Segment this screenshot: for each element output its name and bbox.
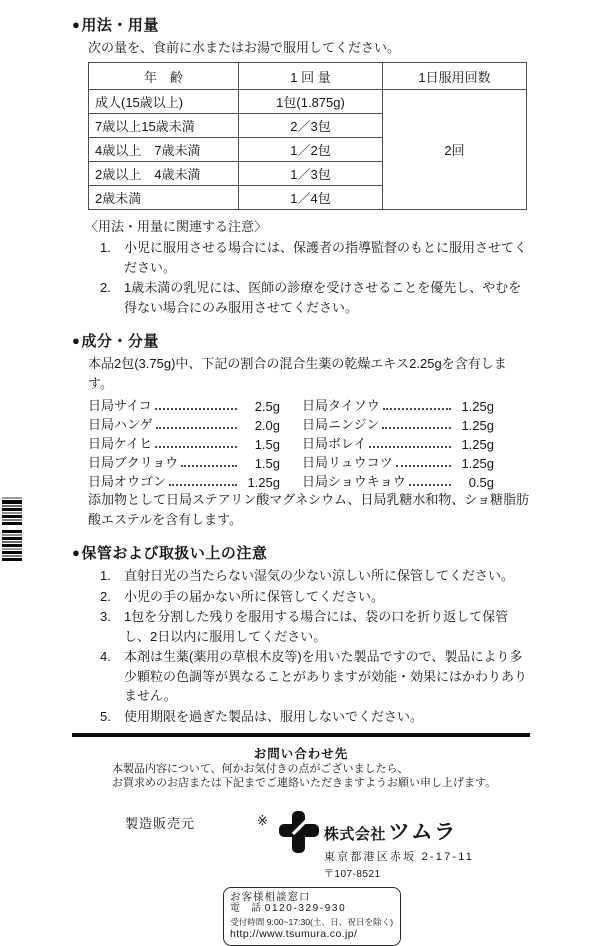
- ingredient-name: 日局ハンゲ: [88, 417, 153, 432]
- ingredient-row: [302, 471, 494, 490]
- dot-leader: [382, 427, 451, 429]
- dot-leader: [409, 484, 451, 486]
- bullet-icon: ●: [72, 545, 81, 560]
- cell-amount: 1／4包: [239, 186, 383, 210]
- ingredient-name: 日局タイソウ: [302, 398, 380, 413]
- cell-daily-times: 2回: [383, 90, 527, 210]
- asterisk-mark: ※: [257, 812, 268, 828]
- ingredient-amount: 2.0g: [254, 418, 280, 433]
- section-heading-storage: [72, 542, 530, 563]
- list-item-text: 小児の手の届かない所に保管してください。: [124, 588, 385, 604]
- list-item-text: 1歳未満の乳児には、医師の診療を受けさせることを優先し、やむを得ない場合にのみ服用させてください。: [124, 280, 522, 315]
- ingredient-name: 日局オウゴン: [88, 474, 167, 489]
- list-item: [100, 238, 530, 277]
- phone-number: 0120-329-930: [264, 903, 347, 914]
- list-item: [100, 278, 530, 317]
- cell-amount: 2／3包: [239, 114, 383, 138]
- col-header-times: 1日服用回数: [383, 63, 527, 90]
- ingredient-name: 日局ボレイ: [302, 436, 367, 451]
- section-divider: [72, 733, 530, 737]
- bullet-icon: ●: [72, 333, 81, 348]
- manufacturer-label: 製造販売元: [125, 815, 196, 831]
- cell-age: 2歳未満: [89, 186, 239, 210]
- customer-service-box: [223, 887, 401, 946]
- list-item-number: 1.: [100, 568, 111, 583]
- list-item: [100, 707, 530, 727]
- table-row: [89, 90, 527, 114]
- ingredient-name: 日局リュウコツ: [302, 455, 393, 470]
- tsumura-logo-icon: [278, 809, 320, 855]
- list-item-number: 3.: [100, 609, 111, 624]
- ingredient-amount: 1.25g: [461, 456, 494, 471]
- list-item-number: 2.: [100, 280, 111, 295]
- cell-age: 2歳以上 4歳未満: [89, 162, 239, 186]
- ingredient-row: [302, 452, 494, 471]
- col-header-amount: 1 回 量: [239, 63, 383, 90]
- phone-label: 電 話: [230, 903, 262, 914]
- dot-leader: [155, 446, 237, 448]
- list-item: [100, 607, 530, 646]
- list-item-text: 本剤は生薬(薬用の草根木皮等)を用いた製品ですので、製品により多少顆粒の色調等が異なることがありますが効能・効果にはかわりありません。: [124, 649, 528, 703]
- col-header-age: 年 齢: [89, 63, 239, 90]
- ingredient-name: 日局ブクリョウ: [88, 455, 179, 470]
- list-item-text: 使用期限を過ぎた製品は、服用しないでください。: [124, 708, 424, 724]
- ingredient-amount: 1.25g: [247, 475, 280, 490]
- table-header-row: [89, 63, 527, 90]
- ingredient-row: [88, 452, 280, 471]
- service-url: http://www.tsumura.co.jp/: [230, 928, 358, 940]
- ingredients-list: [88, 395, 530, 490]
- list-item-number: 4.: [100, 649, 111, 664]
- contact-line-2: お買求めのお店または下記までご連絡いただきますようお願い申し上げます。: [112, 777, 497, 789]
- ingredients-heading-label: 成分・分量: [81, 333, 159, 350]
- service-phone-line: [230, 903, 394, 916]
- ingredient-row: [88, 471, 280, 490]
- storage-heading-label: 保管および取扱い上の注意: [81, 545, 268, 562]
- ingredients-additives: 添加物として日局ステアリン酸マグネシウム、日局乳糖水和物、ショ糖脂肪酸エステルを含有します。: [88, 492, 530, 527]
- section-heading-ingredients: [72, 330, 530, 351]
- list-item: [100, 587, 530, 607]
- ingredient-name: 日局ケイヒ: [88, 436, 153, 451]
- company-block: [324, 815, 474, 880]
- service-hours-line: [230, 916, 394, 929]
- company-postal-code: 〒107-8521: [323, 868, 381, 880]
- list-item-text: 直射日光の当たらない湿気の少ない涼しい所に保管してください。: [124, 568, 515, 583]
- list-item-text: 小児に服用させる場合には、保護者の指導監督のもとに服用させてください。: [124, 240, 528, 275]
- storage-list: [100, 566, 530, 726]
- cell-age: 7歳以上15歳未満: [89, 114, 239, 138]
- ingredients-intro: 本品2包(3.75g)中、下記の割合の混合生薬の乾燥エキス2.25gを含有します。: [88, 356, 507, 391]
- dot-leader: [155, 408, 237, 410]
- cell-amount: 1／3包: [239, 162, 383, 186]
- ingredient-amount: 1.5g: [254, 437, 280, 452]
- contact-line-1: 本製品内容について、何かお気付きの点がございましたら、: [112, 762, 409, 775]
- company-address: 東京都港区赤坂 2-17-11: [323, 850, 475, 863]
- list-item: [100, 647, 530, 706]
- service-box-title: お客様相談窓口: [230, 890, 311, 903]
- ingredient-row: [302, 433, 494, 452]
- manufacturer-row: [72, 813, 530, 880]
- ingredient-amount: 0.5g: [468, 475, 494, 490]
- dot-leader: [156, 427, 237, 429]
- ingredient-amount: 1.25g: [461, 399, 494, 414]
- list-item-number: 5.: [100, 708, 111, 724]
- dot-leader: [181, 465, 237, 467]
- ingredient-name: 日局サイコ: [88, 398, 152, 413]
- list-item: [100, 566, 530, 586]
- bullet-icon: ●: [72, 17, 81, 32]
- ingredient-row: [88, 414, 280, 433]
- ingredient-amount: 1.25g: [461, 418, 494, 433]
- list-item-text: 1包を分割した残りを服用する場合には、袋の口を折り返して保管し、2日以内に服用してください。: [124, 609, 509, 644]
- dot-leader: [169, 484, 237, 486]
- contact-heading: お問い合わせ先: [253, 746, 349, 761]
- cell-age: 4歳以上 7歳未満: [89, 138, 239, 162]
- company-name-line: [324, 815, 474, 846]
- ingredient-amount: 1.5g: [254, 456, 280, 471]
- ingredient-row: [88, 433, 280, 452]
- list-item-number: 1.: [100, 240, 111, 255]
- company-name: ツムラ: [387, 819, 457, 843]
- hours-value: 9:00~17:30(土、日、祝日を除く): [266, 916, 394, 927]
- ingredient-amount: 1.25g: [461, 437, 494, 452]
- ingredients-right-column: [302, 395, 494, 490]
- dosage-notes-list: [100, 238, 530, 317]
- company-prefix: 株式会社: [323, 825, 386, 843]
- page-content: [72, 14, 530, 946]
- print-control-barcode: [2, 497, 22, 561]
- list-item-number: 2.: [100, 588, 111, 604]
- dot-leader: [383, 408, 451, 410]
- ingredient-amount: 2.5g: [254, 399, 280, 414]
- ingredient-row: [88, 395, 280, 414]
- dosage-intro: 次の量を、食前に水またはお湯で服用してください。: [88, 40, 401, 55]
- ingredient-row: [302, 414, 494, 433]
- section-heading-dosage: [72, 14, 530, 35]
- ingredient-row: [302, 395, 494, 414]
- dot-leader: [369, 446, 451, 448]
- cell-age: 成人(15歳以上): [89, 90, 239, 114]
- dosage-table: [88, 62, 527, 210]
- dot-leader: [396, 465, 451, 467]
- ingredient-name: 日局ショウキョウ: [302, 474, 406, 489]
- ingredients-left-column: [88, 395, 280, 490]
- dosage-heading-label: 用法・用量: [81, 17, 159, 34]
- ingredient-name: 日局ニンジン: [302, 417, 380, 432]
- cell-amount: 1／2包: [239, 138, 383, 162]
- dosage-note-heading: 〈用法・用量に関連する注意〉: [85, 219, 268, 234]
- cell-amount: 1包(1.875g): [239, 90, 383, 114]
- hours-label: 受付時間: [230, 916, 265, 927]
